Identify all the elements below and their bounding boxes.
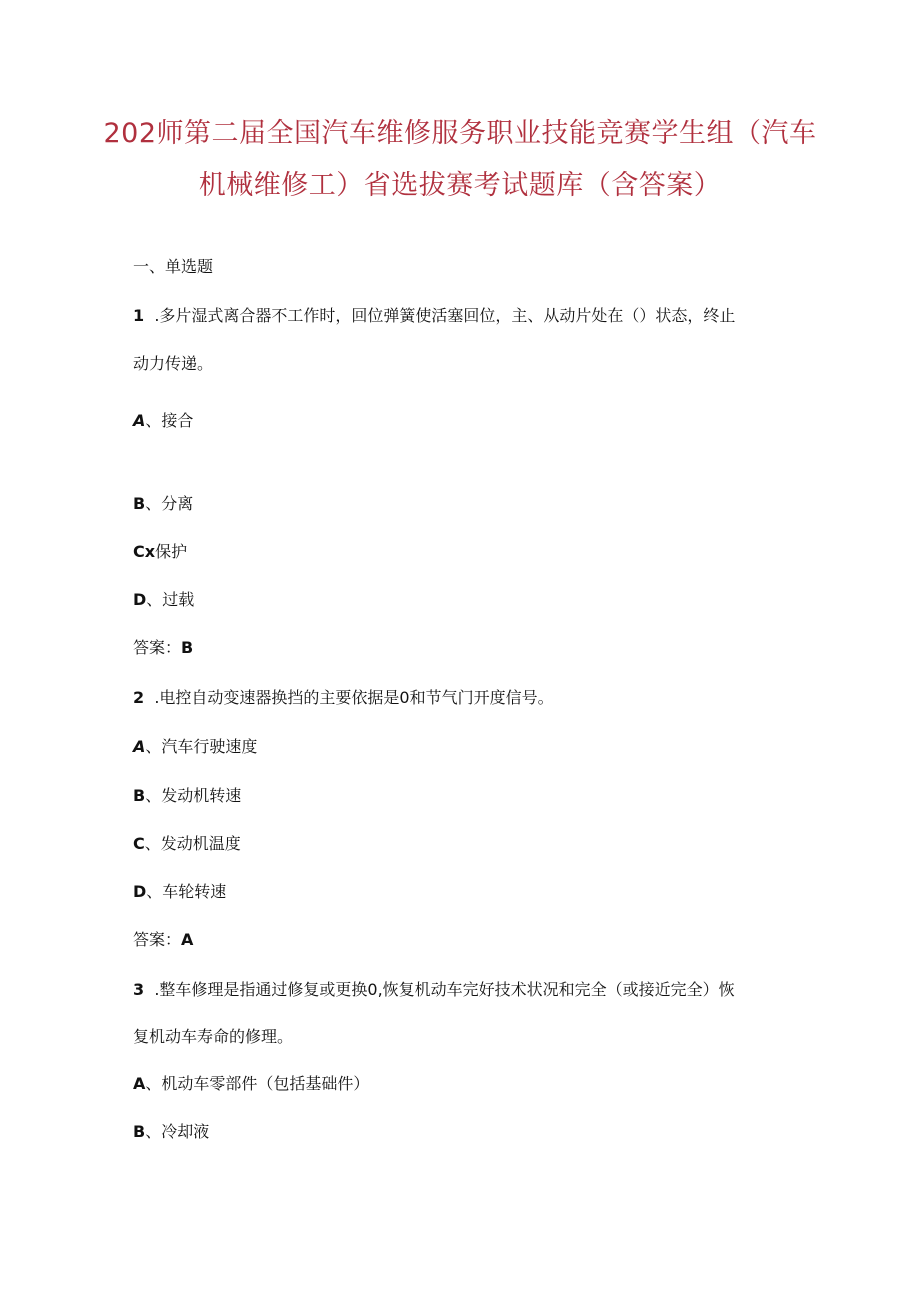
option-letter: D	[133, 590, 147, 609]
question-2-option-c	[133, 834, 241, 854]
question-1-option-a	[133, 411, 193, 431]
question-1-answer	[133, 638, 193, 658]
question-1-line-1	[133, 306, 735, 326]
option-separator: 、	[145, 411, 162, 430]
question-1-option-d	[133, 590, 194, 610]
option-letter: B	[133, 494, 146, 513]
option-text: 冷却液	[161, 1122, 210, 1141]
question-3-line-1	[133, 980, 735, 1000]
option-letter: D	[133, 882, 147, 901]
question-2-text: .电控自动变速器换挡的主要依据是0和节气门开度信号。	[154, 688, 554, 707]
question-1-number: 1	[133, 306, 145, 325]
option-text: 车轮转速	[162, 882, 227, 901]
option-letter: A	[133, 737, 146, 756]
section-heading: 一、单选题	[133, 257, 214, 276]
option-text: 汽车行驶速度	[161, 737, 258, 756]
option-text: 过载	[162, 590, 195, 609]
option-letter: C	[133, 834, 145, 853]
option-separator: 、	[146, 882, 163, 901]
option-letter: A	[133, 1074, 146, 1093]
option-text: 分离	[161, 494, 194, 513]
question-2-number: 2	[133, 688, 145, 707]
option-separator: 、	[145, 786, 162, 805]
question-1-text: .多片湿式离合器不工作时，回位弹簧使活塞回位，主、从动片处在（）状态，终止	[154, 306, 736, 325]
option-separator: 、	[144, 834, 161, 853]
option-separator: 、	[145, 737, 162, 756]
question-2-option-a	[133, 737, 257, 757]
option-separator: 、	[145, 494, 162, 513]
option-text: 接合	[161, 411, 194, 430]
question-1-line-2: 动力传递。	[133, 354, 214, 373]
question-3-option-a	[133, 1074, 369, 1094]
question-2-answer	[133, 930, 193, 950]
document-title-line-1: 202师第二届全国汽车维修服务职业技能竞赛学生组（汽车	[103, 118, 817, 149]
question-3-text: .整车修理是指通过修复或更换0,恢复机动车完好技术状况和完全（或接近完全）恢	[154, 980, 735, 999]
option-text: 机动车零部件（包括基础件）	[161, 1074, 370, 1093]
question-2-line-1	[133, 688, 554, 708]
question-2-option-d	[133, 882, 226, 902]
option-text: 发动机温度	[160, 834, 241, 853]
option-letter: B	[133, 1122, 146, 1141]
question-3-number: 3	[133, 980, 145, 999]
option-separator: 、	[146, 590, 163, 609]
answer-value: A	[181, 930, 194, 949]
question-2-option-b	[133, 786, 241, 806]
answer-label: 答案：	[133, 930, 182, 949]
option-letter: Cx	[133, 542, 156, 561]
question-3-option-b	[133, 1122, 209, 1142]
question-3-line-2: 复机动车寿命的修理。	[133, 1027, 294, 1046]
option-separator: 、	[145, 1074, 162, 1093]
answer-value: B	[181, 638, 194, 657]
question-1-option-b	[133, 494, 193, 514]
answer-label: 答案：	[133, 638, 182, 657]
option-letter: A	[133, 411, 146, 430]
document-title-line-2: 机械维修工）省选拔赛考试题库（含答案）	[198, 170, 722, 201]
option-text: 保护	[155, 542, 188, 561]
option-text: 发动机转速	[161, 786, 242, 805]
option-letter: B	[133, 786, 146, 805]
question-1-option-c	[133, 542, 187, 562]
option-separator: 、	[145, 1122, 162, 1141]
